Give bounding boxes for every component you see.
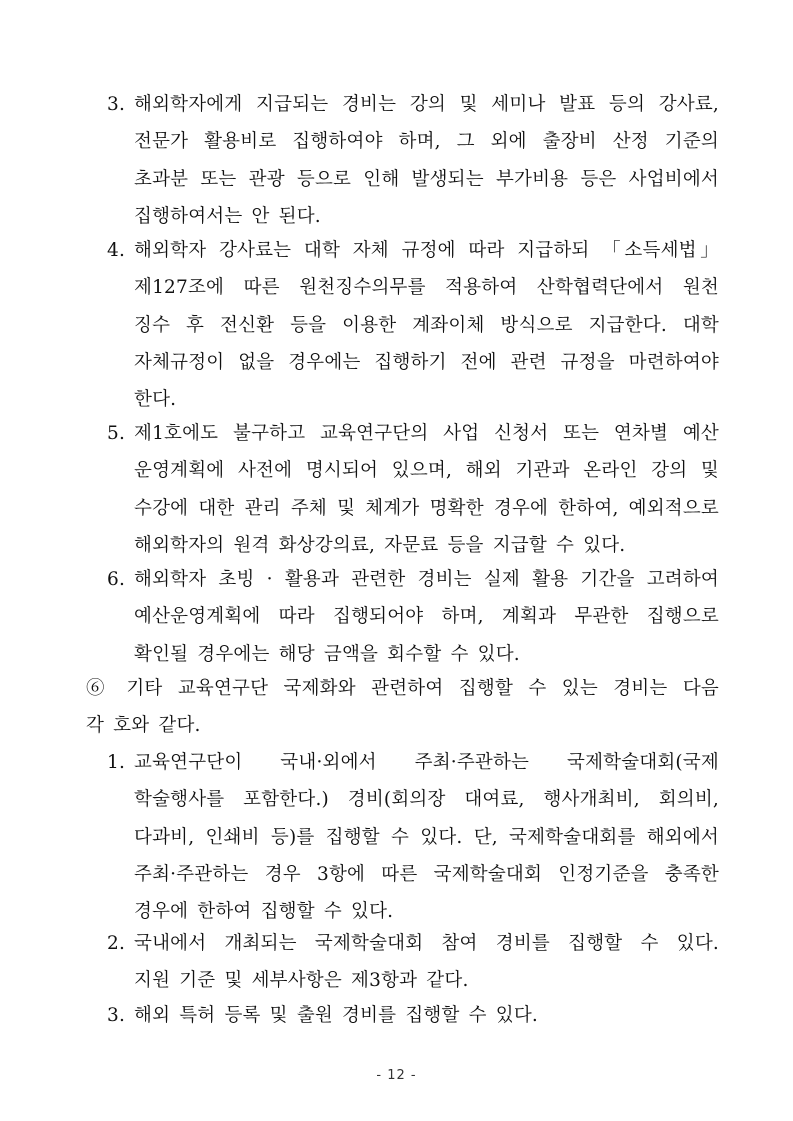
item-line: 수강에 대한 관리 주체 및 체계가 명확한 경우에 한하여, 예외적으로	[134, 497, 719, 519]
list-item-b3	[107, 997, 719, 1034]
item-line: 국내에서 개최되는 국제학술대회 참여 경비를 집행할 수 있다.	[134, 933, 719, 954]
item-line: 지원 기준 및 세부사항은 제3항과 같다.	[134, 970, 469, 992]
item-line: 학술행사를 포함한다.) 경비(회의장 대여료, 행사개최비, 회의비,	[134, 789, 719, 811]
item-line: 다과비, 인쇄비 등)를 집행할 수 있다. 단, 국제학술대회를 해외에서	[134, 826, 719, 848]
item-line: 한다.	[134, 389, 177, 411]
item-line: 해외학자 초빙 · 활용과 관련한 경비는 실제 활용 기간을 고려하여	[134, 569, 719, 590]
paragraph-6	[86, 670, 719, 745]
item-line: 교육연구단이 국내·외에서 주최·주관하는 국제학술대회(국제	[134, 752, 719, 773]
item-number: 3.	[107, 94, 126, 115]
list-item-a3	[107, 86, 719, 235]
page-number: - 12 -	[376, 1068, 417, 1083]
item-line: 징수 후 전신환 등을 이용한 계좌이체 방식으로 지급한다. 대학	[134, 314, 719, 336]
paragraph-line: ⑥ 기타 교육연구단 국제화와 관련하여 집행할 수 있는 경비는 다음	[86, 678, 719, 699]
list-item-a4	[107, 232, 719, 418]
item-number: 3.	[107, 1005, 126, 1026]
item-line: 주최·주관하는 경우 3항에 따른 국제학술대회 인정기준을 충족한	[134, 863, 719, 885]
item-line: 집행하여서는 안 된다.	[134, 205, 321, 227]
item-line: 해외학자 강사료는 대학 자체 규정에 따라 지급하되 「소득세법」	[134, 240, 719, 261]
item-line: 확인될 경우에는 해당 금액을 회수할 수 있다.	[134, 643, 520, 665]
list-item-b2	[107, 925, 719, 1000]
item-number: 6.	[107, 569, 126, 590]
item-line: 경우에 한하여 집행할 수 있다.	[134, 901, 394, 923]
list-item-a6	[107, 561, 719, 673]
item-line: 예산운영계획에 따라 집행되어야 하며, 계획과 무관한 집행으로	[134, 606, 719, 628]
item-line: 해외학자에게 지급되는 경비는 강의 및 세미나 발표 등의 강사료,	[134, 94, 719, 115]
item-line: 초과분 또는 관광 등으로 인해 발생되는 부가비용 등은 사업비에서	[134, 168, 719, 190]
item-line: 해외학자의 원격 화상강의료, 자문료 등을 지급할 수 있다.	[134, 534, 626, 556]
paragraph-line: 각 호와 같다.	[86, 715, 201, 737]
item-line: 제1호에도 불구하고 교육연구단의 사업 신청서 또는 연차별 예산	[134, 423, 719, 444]
item-line: 해외 특허 등록 및 출원 경비를 집행할 수 있다.	[134, 1005, 539, 1026]
item-line: 전문가 활용비로 집행하여야 하며, 그 외에 출장비 산정 기준의	[134, 131, 719, 153]
item-number: 5.	[107, 423, 126, 444]
item-number: 2.	[107, 933, 126, 954]
list-item-b1	[107, 744, 719, 930]
item-line: 제127조에 따른 원천징수의무를 적용하여 산학협력단에서 원천	[134, 277, 719, 299]
item-number: 4.	[107, 240, 126, 261]
item-line: 운영계획에 사전에 명시되어 있으며, 해외 기관과 온라인 강의 및	[134, 460, 719, 482]
list-item-a5	[107, 415, 719, 564]
item-number: 1.	[107, 752, 126, 773]
item-line: 자체규정이 없을 경우에는 집행하기 전에 관련 규정을 마련하여야	[134, 351, 719, 373]
